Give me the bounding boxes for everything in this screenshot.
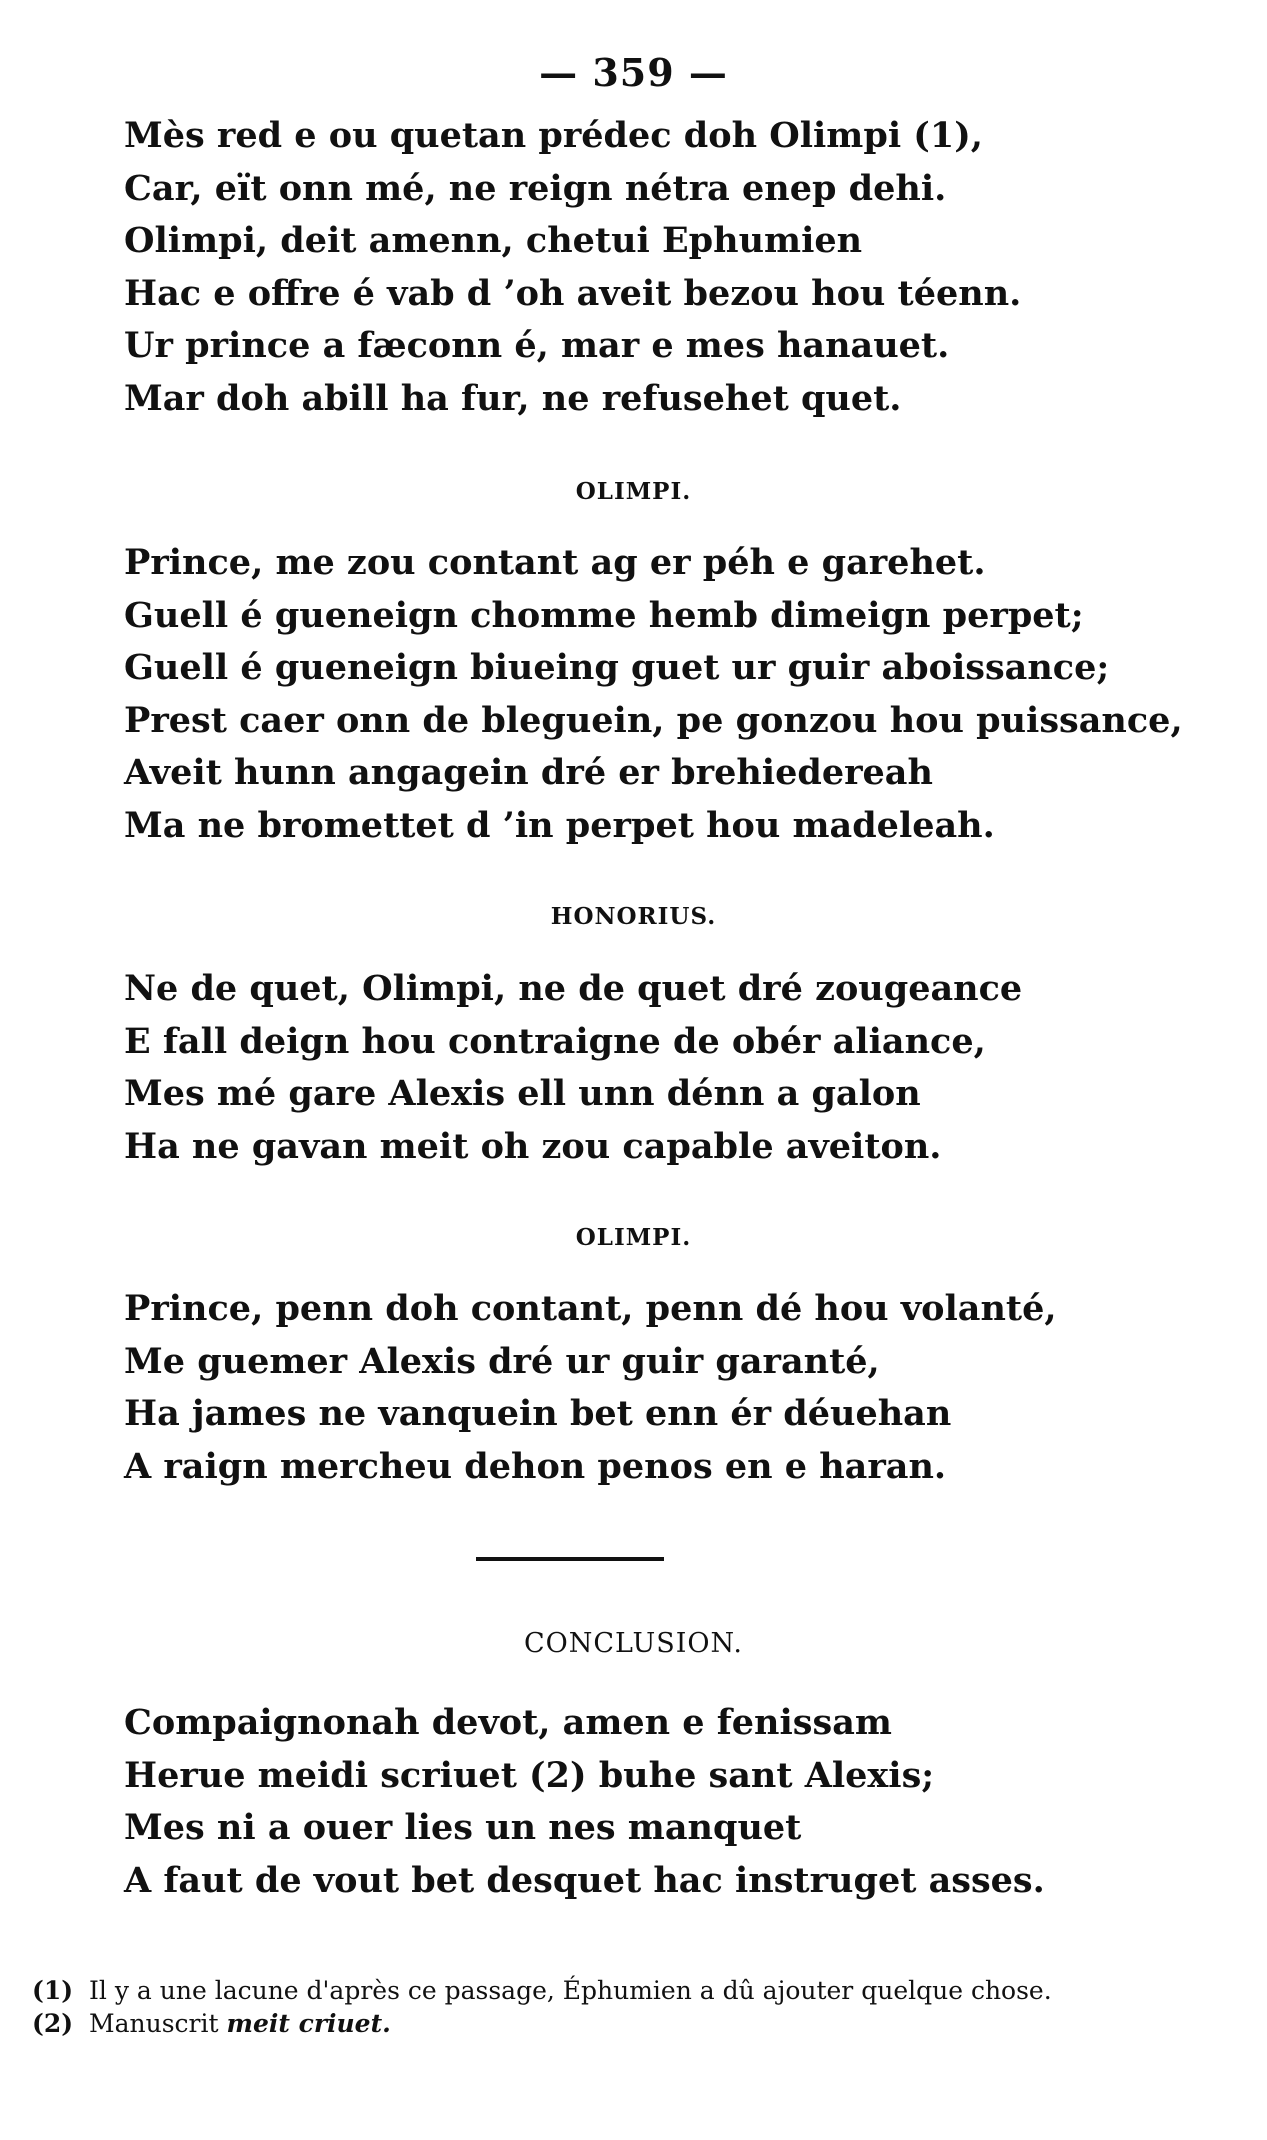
speaker-name: OLIMPI. — [575, 478, 692, 505]
verse-line: Guell é gueneign chomme hemb dimeign perpet; — [124, 594, 1084, 636]
verse-line: Hac e offre é vab d ’oh aveit bezou hou téenn. — [124, 272, 1022, 314]
footnote — [32, 2007, 1232, 2040]
footnote-text: Manuscrit — [89, 2009, 219, 2038]
verse-line: Guell é gueneign biueing guet ur guir aboissance; — [124, 647, 1110, 688]
footnote-marker: (2) — [32, 2009, 74, 2038]
verse-line: Aveit hunn angagein dré er brehiedereah — [124, 752, 933, 793]
verse-block — [124, 110, 1174, 425]
footnote — [32, 1974, 1232, 2007]
footnote-text: Il y a une lacune d'après ce passage, Éphumien a dû ajouter quelque chose. — [89, 1976, 1052, 2005]
verse-block — [124, 963, 1174, 1173]
section-separator-rule — [476, 1557, 664, 1561]
footnotes — [32, 1974, 1232, 2040]
verse-line: Ur prince a fæconn é, mar e mes hanauet. — [124, 325, 950, 366]
footnote-marker: (1) — [32, 1976, 74, 2005]
verse-line: Prest caer onn de bleguein, pe gonzou hou puissance, — [124, 699, 1183, 741]
verse-block — [124, 1283, 1174, 1493]
verse-line: Prince, penn doh contant, penn dé hou volanté, — [124, 1288, 1057, 1329]
speaker-name: OLIMPI. — [575, 1224, 692, 1251]
page-number: — 359 — — [539, 50, 728, 95]
verse-line: E fall deign hou contraigne de obér aliance, — [124, 1020, 986, 1062]
conclusion-verse-block — [124, 1697, 1174, 1907]
verse-line: Olimpi, deit amenn, chetui Ephumien — [124, 220, 863, 261]
verse-line: Ne de quet, Olimpi, ne de quet dré zougeance — [124, 968, 1023, 1009]
verse-line: Herue meidi scriuet (2) buhe sant Alexis; — [124, 1754, 935, 1796]
verse-line: A raign mercheu dehon penos en e haran. — [124, 1445, 947, 1487]
verse-line: Prince, me zou contant ag er péh e garehet. — [124, 542, 986, 583]
verse-line: Mar doh abill ha fur, ne refusehet quet. — [124, 377, 902, 419]
verse-line: Mes mé gare Alexis ell unn dénn a galon — [124, 1073, 921, 1114]
verse-block — [124, 537, 1183, 852]
verse-line: Ha ne gavan meit oh zou capable aveiton. — [124, 1125, 942, 1167]
verse-line: Ma ne bromettet d ’in perpet hou madeleah. — [124, 804, 995, 846]
verse-line: A faut de vout bet desquet hac instruget asses. — [124, 1859, 1045, 1901]
conclusion-title: CONCLUSION. — [523, 1628, 744, 1659]
verse-line: Me guemer Alexis dré ur guir garanté, — [124, 1340, 880, 1382]
footnote-italic-text: meit criuet. — [226, 2009, 391, 2038]
verse-line: Compaignonah devot, amen e fenissam — [124, 1702, 892, 1743]
verse-line: Ha james ne vanquein bet enn ér déuehan — [124, 1393, 952, 1434]
verse-line: Car, eït onn mé, ne reign nétra enep dehi. — [124, 167, 947, 209]
verse-line: Mès red e ou quetan prédec doh Olimpi (1), — [124, 115, 983, 156]
speaker-name: HONORIUS. — [550, 903, 717, 930]
verse-line: Mes ni a ouer lies un nes manquet — [124, 1807, 802, 1848]
